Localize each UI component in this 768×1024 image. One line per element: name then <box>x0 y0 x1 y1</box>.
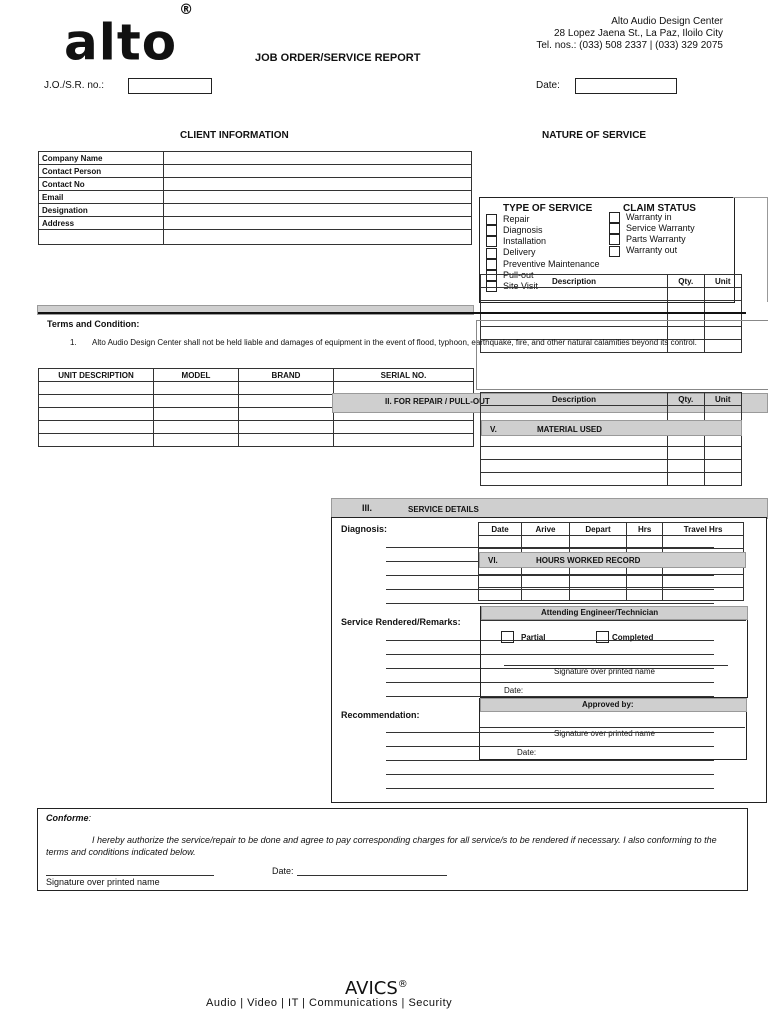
claim-status-option[interactable]: Warranty in <box>609 212 695 223</box>
table-cell[interactable] <box>569 575 626 588</box>
write-line[interactable] <box>386 603 714 604</box>
client-field-label: Company Name <box>39 152 164 165</box>
engineer-divider <box>481 620 746 621</box>
date-field[interactable] <box>575 78 677 94</box>
table-cell[interactable] <box>481 288 668 301</box>
type-of-service-heading: TYPE OF SERVICE <box>503 203 593 214</box>
table-cell[interactable] <box>663 536 744 549</box>
repair-heading: II. FOR REPAIR / PULL-OUT <box>385 397 490 406</box>
claim-status-heading: CLAIM STATUS <box>623 203 696 214</box>
claim-status-option[interactable]: Warranty out <box>609 245 695 256</box>
footer-tagline: Audio | Video | IT | Communications | Security <box>206 997 453 1009</box>
material-heading: MATERIAL USED <box>537 425 603 434</box>
table-cell[interactable] <box>334 434 474 447</box>
conforme-text: I hereby authorize the service/repair to be done and agree to pay corresponding charges for all service/s to be rendered if necessary. I also conforming to the terms and conditions indicated below. <box>46 835 717 857</box>
client-field-input[interactable] <box>164 191 472 204</box>
table-cell[interactable] <box>481 406 668 421</box>
conforme-signature-line[interactable] <box>46 875 214 876</box>
table-cell[interactable] <box>522 588 570 601</box>
checkbox-icon[interactable] <box>609 212 620 223</box>
nature-of-service-heading: NATURE OF SERVICE <box>542 130 647 141</box>
recommendation-label: Recommendation: <box>341 710 420 720</box>
col-header: Qty. <box>668 275 705 288</box>
signature-line[interactable] <box>504 665 728 666</box>
checkbox-icon[interactable] <box>609 234 620 245</box>
avics-logo: AVICS® <box>345 978 408 999</box>
client-field-input[interactable] <box>164 217 472 230</box>
table-cell[interactable] <box>663 575 744 588</box>
table-cell[interactable] <box>668 447 705 460</box>
write-line[interactable] <box>386 774 714 775</box>
completed-label: Completed <box>612 633 654 642</box>
col-header: BRAND <box>239 369 334 382</box>
col-header: SERIAL NO. <box>334 369 474 382</box>
table-cell[interactable] <box>668 288 705 301</box>
table-cell[interactable] <box>39 421 154 434</box>
material-number: V. <box>490 425 497 434</box>
frame-shadow <box>476 320 768 390</box>
checkbox-icon[interactable] <box>486 248 497 259</box>
col-header: Depart <box>569 523 626 536</box>
table-cell[interactable] <box>481 460 668 473</box>
table-cell[interactable] <box>569 588 626 601</box>
col-header: UNIT DESCRIPTION <box>39 369 154 382</box>
service-type-option[interactable]: Site Visit <box>486 281 600 292</box>
table-cell[interactable] <box>154 421 239 434</box>
client-field-input[interactable] <box>164 165 472 178</box>
col-header: Description <box>481 393 668 406</box>
table-cell[interactable] <box>154 408 239 421</box>
table-cell[interactable] <box>522 575 570 588</box>
claim-status-list <box>609 212 695 257</box>
service-rendered-label: Service Rendered/Remarks: <box>341 617 461 627</box>
jo-number-label: J.O./S.R. no.: <box>44 80 105 91</box>
table-cell[interactable] <box>569 536 626 549</box>
table-cell[interactable] <box>479 588 522 601</box>
client-field-input[interactable] <box>164 152 472 165</box>
table-cell[interactable] <box>239 382 334 395</box>
checkbox-icon[interactable] <box>486 214 497 225</box>
client-field-input[interactable] <box>164 178 472 191</box>
client-field-input[interactable] <box>164 230 472 245</box>
table-cell[interactable] <box>239 421 334 434</box>
checkbox-icon[interactable] <box>486 225 497 236</box>
client-field-label: Address <box>39 217 164 230</box>
write-line[interactable] <box>386 746 714 747</box>
engineer-signature-label: Signature over printed name <box>554 667 655 676</box>
checkbox-icon[interactable] <box>486 259 497 270</box>
table-cell[interactable] <box>154 382 239 395</box>
col-header: Travel Hrs <box>663 523 744 536</box>
conforme-heading: Conforme: <box>46 813 92 823</box>
table-cell[interactable] <box>668 406 705 421</box>
table-cell[interactable] <box>479 575 522 588</box>
col-header: Qty. <box>668 393 705 406</box>
col-header: Date <box>479 523 522 536</box>
col-header: Unit <box>704 393 742 406</box>
table-cell[interactable] <box>704 460 742 473</box>
approved-signature-label: Signature over printed name <box>554 729 655 738</box>
checkbox-icon[interactable] <box>486 236 497 247</box>
checkbox-icon[interactable] <box>609 223 620 234</box>
client-field-label: Contact Person <box>39 165 164 178</box>
table-cell[interactable] <box>481 447 668 460</box>
table-cell[interactable] <box>704 406 742 421</box>
engineer-date-label: Date: <box>504 686 524 695</box>
table-cell[interactable] <box>239 434 334 447</box>
checkbox-icon[interactable] <box>609 246 620 257</box>
completed-checkbox[interactable] <box>596 631 609 643</box>
table-cell[interactable] <box>668 460 705 473</box>
table-cell[interactable] <box>481 473 668 486</box>
table-cell[interactable] <box>39 408 154 421</box>
claim-status-option[interactable]: Service Warranty <box>609 223 695 234</box>
write-line[interactable] <box>386 732 714 733</box>
client-info-table <box>38 151 472 245</box>
write-line[interactable] <box>386 788 714 789</box>
service-heading: SERVICE DETAILS <box>408 505 479 514</box>
approved-date-label: Date: <box>517 748 537 757</box>
jo-number-field[interactable] <box>128 78 212 94</box>
client-field-input[interactable] <box>164 204 472 217</box>
approved-divider <box>480 727 745 728</box>
table-cell[interactable] <box>627 536 663 549</box>
alto-logo: alto® <box>64 2 195 72</box>
conforme-date-line[interactable] <box>297 875 447 876</box>
table-cell[interactable] <box>334 421 474 434</box>
service-type-option[interactable]: Installation <box>486 236 600 247</box>
claim-status-option[interactable]: Parts Warranty <box>609 234 695 245</box>
material-section-bar <box>481 420 742 436</box>
terms-text: Alto Audio Design Center shall not be held liable and damages of equipment in the event of flood, typhoon, earthquake, fire, and other natural calamities beyond its control. <box>92 338 697 347</box>
service-number: III. <box>362 503 373 513</box>
table-cell[interactable] <box>522 536 570 549</box>
company-info <box>536 16 723 52</box>
col-header: Unit <box>704 275 742 288</box>
table-cell[interactable] <box>479 536 522 549</box>
conforme-date-label: Date: <box>272 866 294 876</box>
table-cell[interactable] <box>704 473 742 486</box>
engineer-heading: Attending Engineer/Technician <box>541 608 659 617</box>
table-cell[interactable] <box>239 395 334 408</box>
company-address: 28 Lopez Jaena St., La Paz, Iloilo City <box>554 28 723 39</box>
conforme-signature-label: Signature over printed name <box>46 877 160 887</box>
approved-heading: Approved by: <box>582 700 634 709</box>
col-header: Hrs <box>627 523 663 536</box>
date-label: Date: <box>536 80 560 91</box>
col-header: MODEL <box>154 369 239 382</box>
table-cell[interactable] <box>39 434 154 447</box>
hours-number: VI. <box>488 556 498 565</box>
table-cell[interactable] <box>239 408 334 421</box>
diagnosis-label: Diagnosis: <box>341 524 388 534</box>
service-type-option[interactable]: Pull-out <box>486 270 600 281</box>
terms-number: 1. <box>70 338 77 347</box>
service-type-option[interactable]: Delivery <box>486 247 600 258</box>
service-type-option[interactable]: Repair <box>486 214 600 225</box>
table-cell[interactable] <box>704 447 742 460</box>
partial-checkbox[interactable] <box>501 631 514 643</box>
table-cell[interactable] <box>668 473 705 486</box>
service-section-bar <box>331 498 768 519</box>
table-cell[interactable] <box>663 588 744 601</box>
table-cell[interactable] <box>627 575 663 588</box>
table-cell[interactable] <box>154 395 239 408</box>
write-line[interactable] <box>386 760 714 761</box>
client-field-label <box>39 230 164 245</box>
terms-divider <box>38 312 746 314</box>
table-cell[interactable] <box>154 434 239 447</box>
table-cell[interactable] <box>39 382 154 395</box>
company-tel: Tel. nos.: (033) 508 2337 | (033) 329 2075 <box>536 40 723 51</box>
table-cell[interactable] <box>39 395 154 408</box>
client-field-label: Designation <box>39 204 164 217</box>
material-table <box>480 392 742 486</box>
partial-label: Partial <box>521 633 546 642</box>
service-type-option[interactable]: Diagnosis <box>486 225 600 236</box>
hours-heading: HOURS WORKED RECORD <box>536 556 641 565</box>
service-type-option[interactable]: Preventive Maintenance <box>486 259 600 270</box>
col-header: Arive <box>522 523 570 536</box>
client-field-label: Email <box>39 191 164 204</box>
client-info-heading: CLIENT INFORMATION <box>180 130 289 141</box>
col-header: Description <box>481 275 668 288</box>
client-field-label: Contact No <box>39 178 164 191</box>
document-title: JOB ORDER/SERVICE REPORT <box>255 52 421 64</box>
table-cell[interactable] <box>627 588 663 601</box>
terms-heading: Terms and Condition: <box>47 319 140 329</box>
table-cell[interactable] <box>704 288 742 301</box>
company-name: Alto Audio Design Center <box>611 16 723 27</box>
